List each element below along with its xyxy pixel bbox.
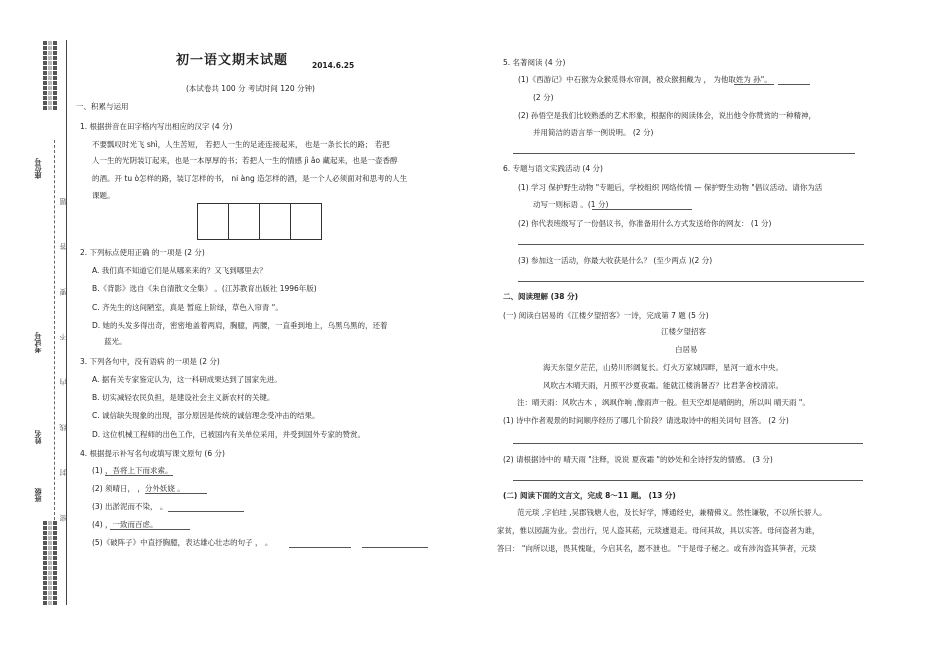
section-1-heading: 一、积累与运用 — [76, 102, 129, 111]
q1-passage-3: 的酒。开 tu ò怎样的路，装订怎样的书， ni àng 造怎样的酒，是一个人必须面对和思考的人生 — [92, 174, 408, 183]
q4-blank-5a[interactable] — [289, 547, 351, 548]
section-2-heading: 二、阅读理解 (38 分) — [503, 292, 579, 301]
q5-item-2: (2) 孙悟空是我们比较熟悉的艺术形象，根据你的阅读体会，说出他令你赞赏的一种精神， — [518, 111, 817, 120]
q6-answer-line-1[interactable] — [518, 244, 864, 245]
prose-line-2: 家贫，惟以园蔬为业。尝出行，见人盗其菘，元琰遽退走。母问其故，具以实答。母问盗者为谁， — [497, 526, 820, 535]
q2-option-d-cont: 蓝光。 — [104, 337, 127, 346]
q6-slogan-blank[interactable] — [592, 209, 692, 210]
q7-item-2: (2) 请根据诗中的 晴天雨 "注释，说说 夏夜霜 "的妙处和全诗抒发的情感。 (3 分) — [503, 455, 773, 464]
q5-item-2-cont: 并用简洁的语言举一例说明。 (2 分) — [533, 128, 654, 137]
poem-line-1: 海天东望夕茫茫，山势川形阔复长。灯火万家城四畔，星河一道水中央。 — [543, 363, 783, 372]
part-2-prompt: (二) 阅读下面的文言文，完成 8～11 题。 (13 分) — [503, 491, 676, 500]
q7-item-1: (1) 诗中作者观景的时间顺序经历了哪几个阶段？请选取诗中的相关词句 回答。 (2 分) — [503, 416, 789, 425]
part-1-prompt: (一) 阅读白居易的《江楼夕望招客》一诗，完成第 7 题 (5 分) — [503, 311, 709, 320]
q4-prompt: 4. 根据提示补写名句或填写课文原句 (6 分) — [80, 449, 225, 458]
q5-blank-2[interactable] — [778, 84, 810, 85]
exam-info: (本试卷共 100 分 考试时间 120 分钟) — [186, 84, 315, 93]
decorative-checker-top — [42, 40, 60, 110]
q5-item-1: (1)《西游记》中石猴为众猴觅得水帘洞，被众猴拥戴为 ， 为他取姓为 孙"。 — [518, 75, 772, 84]
decorative-checker-bottom — [42, 520, 60, 605]
q1-prompt: 1. 根据拼音在田字格内写出相应的汉字 (4 分) — [80, 122, 233, 131]
q6-prompt: 6. 专题与语文实践活动 (4 分) — [503, 164, 603, 173]
seal-line-text: 密 封 线 内 不 要 答 题 — [59, 180, 67, 522]
q4-blank-3[interactable] — [168, 511, 244, 512]
q4-blank-5b[interactable] — [362, 547, 428, 548]
q5-prompt: 5. 名著阅读 (4 分) — [503, 58, 566, 67]
q6-item-1-cont: 动写一则标语 。(1 分) — [533, 200, 609, 209]
q6-answer-line-2[interactable] — [518, 281, 864, 282]
q7-answer-line-1[interactable] — [513, 443, 863, 444]
poem-title: 江楼夕望招客 — [661, 327, 706, 336]
q6-item-2: (2) 你代表班级写了一份倡议书，你准备用什么方式发送给你的网友： (1 分) — [518, 219, 772, 228]
q4-blank-2[interactable] — [145, 493, 207, 494]
poem-line-2: 风吹古木晴天雨，月照平沙夏夜霜。能就江楼消暑否？比君茅舍校清凉。 — [543, 381, 783, 390]
q6-item-3: (3) 参加这一活动，你最大收获是什么？ (至少两点 )(2 分) — [518, 256, 713, 265]
q2-prompt: 2. 下列标点使用正确 的一项是 (2 分) — [80, 248, 205, 257]
q2-option-a: A. 我们真不知道它们是从哪来来的？又飞到哪里去？ — [92, 266, 267, 275]
q1-passage-2: 人一生的光阴装订起来，也是一本厚厚的书；若把人一生的情感 jì ǎo 藏起来，也是一壶香醇 — [92, 156, 398, 165]
q4-item-2: (2) 须晴日， ，分外妖娆 。 — [92, 484, 185, 493]
q5-blank-1[interactable] — [734, 84, 774, 85]
q4-item-5: (5)《破阵子》中直抒胸臆，表达雄心壮志的句子 ， 。 — [92, 538, 273, 547]
q3-prompt: 3. 下列各句中，没有语病 的一项是 (2 分) — [80, 357, 220, 366]
binding-dash-line — [54, 140, 55, 520]
q3-option-c: C. 诚信缺失现象的出现，部分原因是传统的诚信理念受冲击的结果。 — [92, 411, 320, 420]
seat-label: 座位号 — [34, 158, 42, 179]
q4-blank-1[interactable] — [105, 475, 173, 476]
q6-item-1: (1) 学习 保护野生动物 "专题后，学校组织 网络传情 — 保护野生动物 "倡议活动。请你为活 — [518, 183, 823, 192]
page-title: 初一语文期末试题 — [176, 53, 289, 68]
q4-blank-4[interactable] — [110, 529, 190, 530]
q5-item-1-score: (2 分) — [533, 93, 554, 102]
class-label: 班级 — [34, 488, 42, 502]
poem-note: 注：晴天雨：风吹古木 ，飒飒作响 ,像雨声一般。但天空却是晴朗的，所以叫 晴天雨 "。 — [517, 398, 810, 407]
exam-date: 2014.6.25 — [312, 61, 355, 70]
exam-no-label: 考试号 — [34, 332, 42, 353]
q2-option-d: D. 她的头发多得出奇，密密地盖着两肩，胸臆，两腰，一直垂到地上，乌黑乌黑的，还着 — [92, 321, 388, 330]
q4-item-4: (4) ，一致而百虑。 — [92, 520, 158, 529]
tianzige-grid[interactable] — [198, 203, 322, 240]
q3-option-b: B. 切实减轻农民负担，是建设社会主义新农村的关键。 — [92, 393, 275, 402]
prose-line-1: 范元琰 ,字伯珪 ,吴郡钱塘人也，及长好学，博通经史，兼精佛义。然性谦敬，不以所长骄人。 — [517, 508, 827, 517]
q3-option-a: A. 据有关专家鉴定认为，这一科研成果达到了国家先进。 — [92, 375, 282, 384]
q5-answer-line[interactable] — [513, 153, 855, 154]
q2-option-b: B.《背影》选自《朱自清散文全集》 。(江苏教育出版社 1996年版) — [92, 284, 317, 293]
q1-passage-4: 课题。 — [92, 191, 115, 200]
q4-item-1: (1) ，吾将上下而求索。 — [92, 466, 173, 475]
q1-passage-1: 不要瓢叹时光飞 shì，人生苦短， 若把人一生的足迹连接起来， 也是一条长长的路； 若把 — [92, 140, 390, 149]
prose-line-3: 答曰： "向所以退，畏其愧耻，今启其名，愿不泄也。 "于是母子秘之。或有涉沟盗其笋者，元琰 — [497, 544, 817, 553]
q7-answer-line-2[interactable] — [513, 480, 863, 481]
poem-author: 白居易 — [675, 345, 698, 354]
q2-option-c: C. 齐先生的这间陋室，真是 暂庭上阶绿，草色入帘青 "。 — [92, 303, 283, 312]
q3-option-d: D. 这位机械工程师的出色工作，已被国内有关单位采用，并受到国外专家的赞赏。 — [92, 430, 366, 439]
q4-item-3: (3) 出淤泥而不染， 。 — [92, 502, 168, 511]
name-label: 姓名 — [34, 430, 42, 444]
